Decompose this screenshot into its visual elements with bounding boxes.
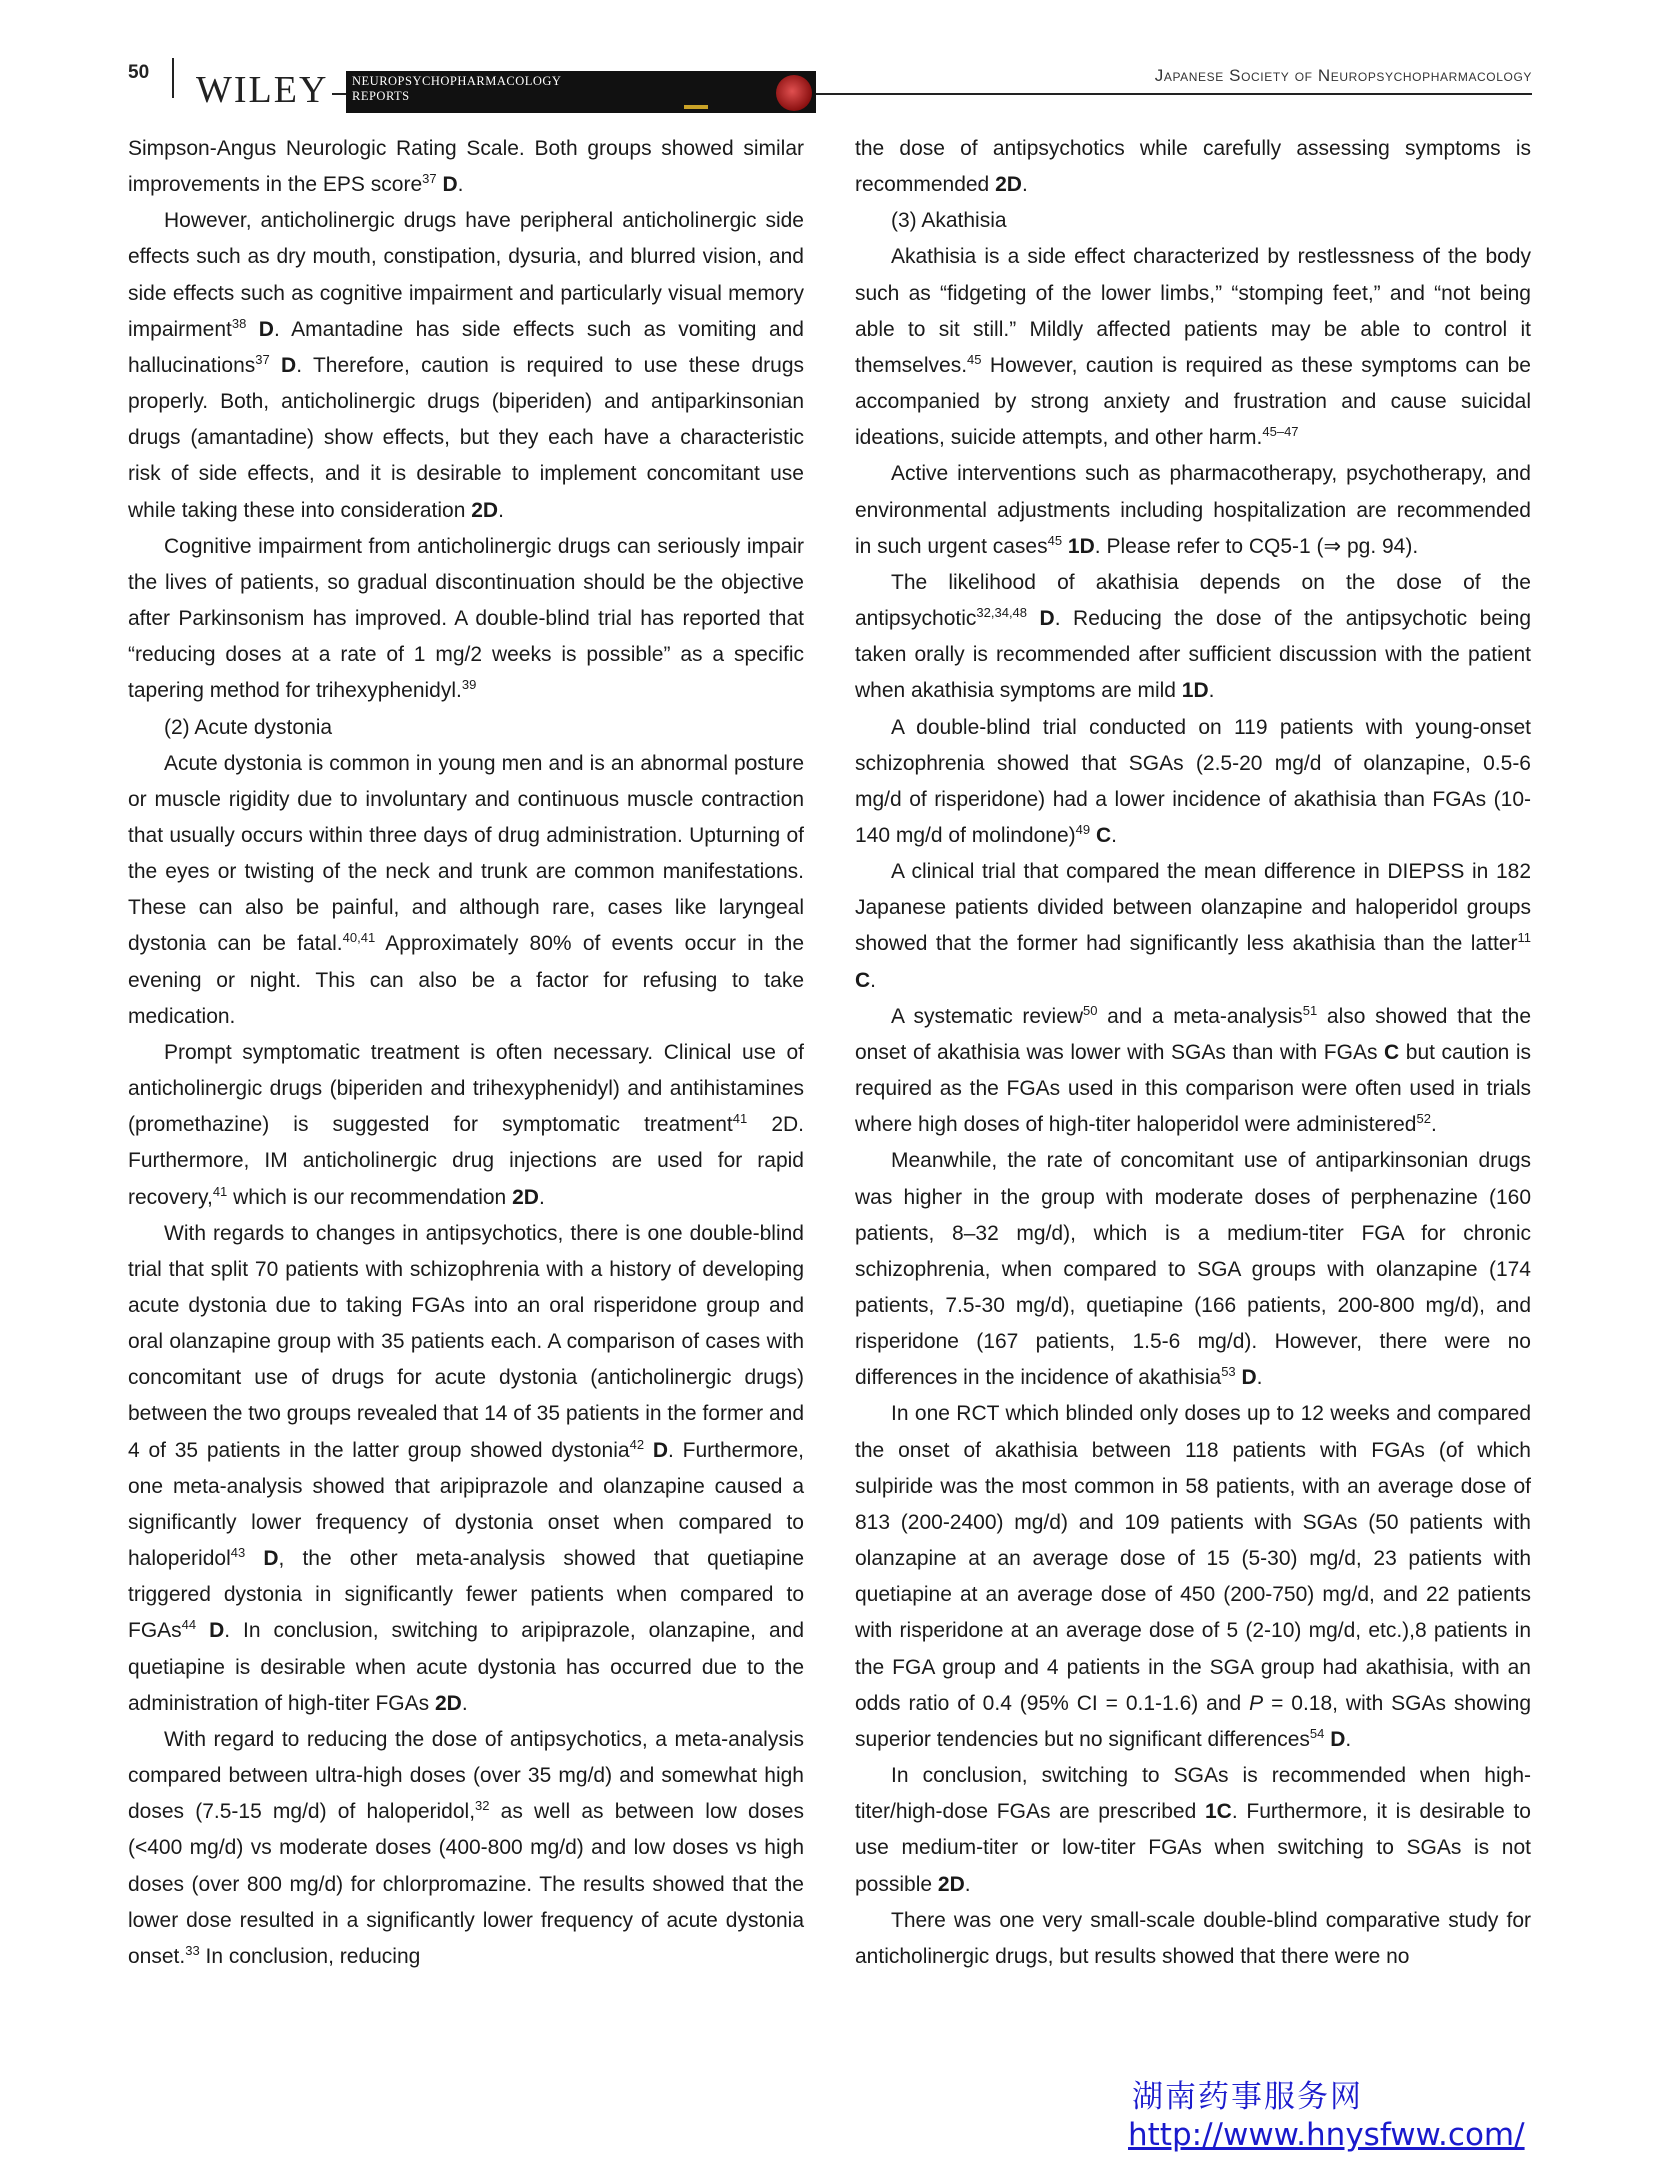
- evidence-grade: D: [1039, 607, 1055, 631]
- citation-superscript: 50: [1083, 1002, 1098, 1018]
- text-run: However, anticholinergic drugs have peripheral anticholinergic side effects such as dry mouth, constipation, dysuria, and blurred vision, and side effects such as cognitive impairment and particularly visual memory impairment: [128, 209, 804, 341]
- citation-superscript: 38: [231, 315, 247, 331]
- text-run: .: [1430, 1113, 1437, 1137]
- evidence-grade: 1C: [1204, 1800, 1232, 1824]
- text-run: . Furthermore, it is desirable to use medium-titer or low-titer FGAs when switching to SGAs is not possible: [855, 1800, 1531, 1896]
- citation-superscript: 45: [967, 351, 982, 367]
- text-run: .: [538, 1185, 545, 1209]
- citation-superscript: 37: [255, 351, 270, 367]
- citation-superscript: 32,34,48: [976, 605, 1028, 621]
- page-number: 50: [128, 62, 150, 83]
- citation-superscript: 39: [461, 677, 477, 693]
- citation-superscript: 41: [732, 1111, 748, 1127]
- italic-text: P: [1249, 1691, 1264, 1715]
- text-run: . In conclusion, switching to aripiprazole, olanzapine, and quetiapine is desirable when acute dystonia has occurred due to the administration of high-titer FGAs: [128, 1619, 805, 1715]
- journal-emblem-icon: [776, 75, 812, 111]
- paragraph: [128, 1722, 804, 1975]
- text-run: which is our recommendation: [227, 1185, 513, 1209]
- text-run: .: [1345, 1727, 1352, 1751]
- citation-superscript: 44: [181, 1617, 197, 1633]
- header-divider: [172, 58, 174, 98]
- paragraph: [855, 854, 1531, 999]
- citation-superscript: 51: [1302, 1002, 1318, 1018]
- evidence-grade: 2D: [937, 1872, 965, 1896]
- evidence-grade: D: [1241, 1366, 1257, 1390]
- text-run: [196, 1619, 209, 1642]
- citation-superscript: 37: [422, 171, 437, 187]
- text-run: In one RCT which blinded only doses up to 12 weeks and compared the onset of akathisia between 118 patients with FGAs (of which sulpiride was the most common in 58 patients, with an average dose of 813 (200-2400) mg/d) and 109 patients with SGAs (50 patients with olanzapine at an average dose of 15 (5-30) mg/d, 23 patients with quetiapine at an average dose of 450 (200-750) mg/d, and 22 patients with risperidone at an average dose of 5 (2-10) mg/d, etc.),8 patients in the FGA group and 4 patients in the SGA group had akathisia, with an odds ratio of 0.4 (95% CI = 0.1-1.6) and: [855, 1402, 1531, 1715]
- citation-superscript: 45: [1047, 532, 1063, 548]
- watermark: [1128, 2078, 1525, 2154]
- journal-tag-icon: [684, 105, 708, 109]
- text-run: .: [1021, 173, 1028, 197]
- paragraph: [855, 1758, 1531, 1903]
- text-run: .: [1208, 679, 1215, 703]
- citation-superscript: 54: [1309, 1725, 1325, 1741]
- citation-superscript: 53: [1221, 1364, 1236, 1380]
- citation-superscript: 11: [1517, 930, 1531, 946]
- text-run: Meanwhile, the rate of concomitant use of antiparkinsonian drugs was higher in the group with moderate doses of perphenazine (160 patients, 8–32 mg/d), which is a medium-titer FGA for chronic schizophrenia, when compared to SGA groups with olanzapine (174 patients, 7.5-30 mg/d), quetiapine (166 patients, 200-800 mg/d), and risperidone (167 patients, 1.5-6 mg/d). However, there were no differences in the incidence of akathisia: [855, 1149, 1531, 1390]
- text-run: but caution is required as the FGAs used in this comparison were often used in trials where high doses of high-titer haloperidol were administered: [855, 1040, 1531, 1137]
- text-run: There was one very small-scale double-blind comparative study for anticholinergic drugs, but results showed that there were no: [855, 1908, 1531, 1968]
- paragraph: [128, 529, 804, 710]
- text-run: . Reducing the dose of the antipsychotic being taken orally is recommended after sufficient discussion with the patient when akathisia symptoms are mild: [855, 607, 1531, 703]
- text-run: [245, 1547, 263, 1570]
- text-run: Akathisia is a side effect characterized by restlessness of the body such as “fidgeting of the lower limbs,” “stomping feet,” and “not being able to sit still.” Mildly affected patients may be able to control it themselves.: [855, 245, 1531, 377]
- text-run: 2D. Furthermore, IM anticholinergic drug injections are used for rapid recovery,: [128, 1113, 805, 1209]
- citation-superscript: 52: [1416, 1111, 1431, 1127]
- evidence-grade: D: [263, 1547, 279, 1571]
- evidence-grade: C: [855, 968, 871, 992]
- text-run: However, caution is required as these symptoms can be accompanied by strong anxiety and frustration and cause suicidal ideations, suicide attempts, and other harm.: [855, 353, 1531, 450]
- text-run: = 0.18, with SGAs showing superior tendencies but no significant differences: [855, 1691, 1531, 1751]
- text-run: A double-blind trial conducted on 119 patients with young-onset schizophrenia showed that SGAs (2.5-20 mg/d of olanzapine, 0.5-6 mg/d of risperidone) had a lower incidence of akathisia than FGAs (10-140 mg/d of molindone): [855, 715, 1531, 847]
- text-run: .: [457, 173, 464, 197]
- text-run: and a meta-analysis: [1097, 1004, 1303, 1028]
- text-run: .: [1111, 823, 1117, 847]
- text-run: In conclusion, reducing: [199, 1944, 421, 1968]
- text-run: also showed that the onset of akathisia was lower with SGAs than with FGAs: [855, 1004, 1531, 1064]
- paragraph: [855, 131, 1531, 203]
- watermark-url[interactable]: http://www.hnysfww.com/: [1128, 2117, 1525, 2153]
- text-run: Approximately 80% of events occur in the evening or night. This can also be a factor for refusing to take medication.: [128, 932, 805, 1028]
- text-run: A clinical trial that compared the mean difference in DIEPSS in 182 Japanese patients divided between olanzapine and haloperidol groups showed that the former had significantly less akathisia than the latter: [855, 860, 1531, 956]
- paragraph: [855, 203, 1531, 239]
- left-column: [128, 131, 804, 1975]
- paragraph: [855, 456, 1531, 564]
- evidence-grade: C: [1384, 1040, 1400, 1064]
- paragraph: [128, 203, 804, 528]
- paragraph: [128, 1035, 804, 1216]
- right-column: [855, 131, 1531, 1975]
- text-run: the dose of antipsychotics while carefully assessing symptoms is recommended: [855, 137, 1531, 197]
- journal-title: NEUROPSYCHOPHARMACOLOGY REPORTS: [352, 74, 562, 103]
- text-run: [644, 1439, 653, 1462]
- text-run: (2) Acute dystonia: [164, 715, 333, 739]
- evidence-grade: D: [442, 173, 458, 197]
- society-name: Japanese Society of Neuropsychopharmacology: [1154, 66, 1532, 85]
- text-run: In conclusion, switching to SGAs is recommended when high-titer/high-dose FGAs are prescribed: [855, 1764, 1531, 1824]
- paragraph: [855, 999, 1531, 1144]
- citation-superscript: 49: [1075, 821, 1091, 837]
- text-run: .: [1256, 1366, 1263, 1390]
- text-run: .: [964, 1872, 971, 1896]
- text-run: [1027, 607, 1040, 630]
- journal-banner: [346, 71, 816, 113]
- citation-superscript: 45–47: [1262, 424, 1299, 440]
- text-run: . Furthermore, one meta-analysis showed that aripiprazole and olanzapine caused a significantly lower frequency of dystonia onset when compared to haloperidol: [128, 1438, 804, 1571]
- wiley-logo: WILEY: [196, 68, 332, 112]
- paragraph: [855, 565, 1531, 710]
- citation-superscript: 32: [475, 1798, 490, 1814]
- evidence-grade: 2D: [434, 1691, 462, 1715]
- text-run: . Please refer to CQ5-1 (⇒ pg. 94).: [1094, 534, 1419, 558]
- evidence-grade: D: [281, 353, 297, 377]
- citation-superscript: 41: [212, 1183, 228, 1199]
- watermark-chinese: 湖南药事服务网: [1132, 2079, 1363, 2115]
- paragraph: [855, 1143, 1531, 1396]
- text-run: Cognitive impairment from anticholinergic drugs can seriously impair the lives of patients, so gradual discontinuation should be the objective after Parkinsonism has improved. A double-blind trial has reported that “reducing doses at a rate of 1 mg/2 weeks is possible” as a specific tapering method for trihexyphenidyl.: [128, 534, 804, 703]
- citation-superscript: 40,41: [342, 930, 376, 946]
- text-run: With regard to reducing the dose of antipsychotics, a meta-analysis compared between ultra-high doses (over 35 mg/d) and somewhat high doses (7.5-15 mg/d) of haloperidol,: [128, 1727, 804, 1824]
- evidence-grade: D: [258, 317, 274, 341]
- text-run: With regards to changes in antipsychotics, there is one double-blind trial that split 70 patients with schizophrenia with a history of developing acute dystonia due to taking FGAs into an oral risperidone group and oral olanzapine group with 35 patients each. A comparison of cases with concomitant use of drugs for acute dystonia (anticholinergic drugs) between the two groups revealed that 14 of 35 patients in the former and 4 of 35 patients in the latter group showed dystonia: [128, 1221, 804, 1462]
- evidence-grade: 1D: [1181, 679, 1209, 703]
- text-run: .: [870, 968, 877, 992]
- citation-superscript: 42: [629, 1436, 645, 1452]
- evidence-grade: C: [1095, 823, 1112, 847]
- text-run: Active interventions such as pharmacotherapy, psychotherapy, and environmental adjustments including hospitalization are recommended in such urgent cases: [855, 462, 1531, 558]
- paragraph: [128, 1216, 804, 1722]
- citation-superscript: 33: [185, 1942, 200, 1958]
- paragraph: [855, 1903, 1531, 1975]
- text-run: [270, 354, 281, 377]
- paragraph: [128, 131, 804, 203]
- text-run: (3) Akathisia: [891, 209, 1007, 233]
- citation-superscript: 43: [230, 1545, 246, 1561]
- evidence-grade: 2D: [512, 1185, 539, 1209]
- evidence-grade: 2D: [995, 173, 1022, 197]
- paragraph: [128, 710, 804, 746]
- text-run: . Therefore, caution is required to use these drugs properly. Both, anticholinergic drugs (biperiden) and antiparkinsonian drugs (amantadine) show effects, but they each have a characteristic risk of side effects, and it is desirable to implement concomitant use while taking these into consideration: [128, 353, 805, 522]
- text-run: .: [498, 498, 504, 522]
- paragraph: [855, 239, 1531, 456]
- evidence-grade: 1D: [1067, 534, 1095, 558]
- paragraph: [855, 1396, 1531, 1758]
- text-run: .: [461, 1691, 468, 1715]
- text-run: [246, 318, 258, 341]
- evidence-grade: D: [652, 1438, 669, 1462]
- text-run: as well as between low doses (<400 mg/d) vs moderate doses (400-800 mg/d) and low doses vs high doses (over 800 mg/d) for chlorpromazine. The results showed that the lower dose resulted in a significantly lower frequency of acute dystonia onset.: [128, 1800, 804, 1968]
- text-run: A systematic review: [891, 1004, 1084, 1028]
- evidence-grade: D: [1330, 1727, 1346, 1751]
- text-run: Simpson-Angus Neurologic Rating Scale. Both groups showed similar improvements in the EPS score: [128, 137, 804, 197]
- text-run: , the other meta-analysis showed that quetiapine triggered dystonia in significantly fewer patients when compared to FGAs: [128, 1547, 804, 1643]
- page-header: [128, 58, 1532, 120]
- text-run: Acute dystonia is common in young men and is an abnormal posture or muscle rigidity due to involuntary and continuous muscle contraction that usually occurs within three days of drug administration. Upturning of the eyes or twisting of the neck and trunk are common manifestations. These can also be painful, and although rare, cases like laryngeal dystonia can be fatal.: [128, 751, 804, 956]
- paragraph: [128, 746, 804, 1035]
- text-run: The likelihood of akathisia depends on the dose of the antipsychotic: [855, 570, 1531, 631]
- paragraph: [855, 710, 1531, 855]
- text-run: . Amantadine has side effects such as vomiting and hallucinations: [128, 317, 804, 377]
- text-run: Prompt symptomatic treatment is often necessary. Clinical use of anticholinergic drugs (biperiden and trihexyphenidyl) and antihistamines (promethazine) is suggested for symptomatic treatment: [128, 1040, 804, 1137]
- evidence-grade: D: [209, 1619, 225, 1643]
- evidence-grade: 2D: [471, 498, 499, 522]
